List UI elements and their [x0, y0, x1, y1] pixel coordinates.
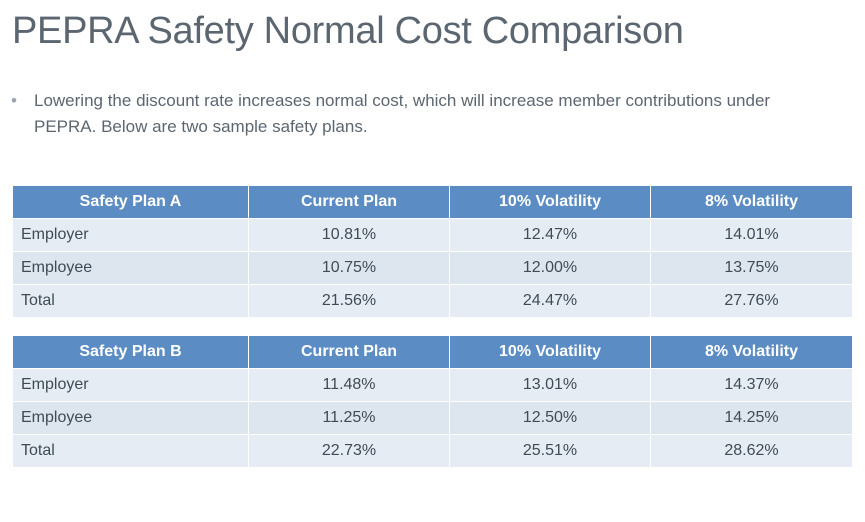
row-value: 11.25% [249, 402, 450, 435]
table-row [13, 219, 853, 252]
row-value: 13.75% [651, 252, 853, 285]
row-label: Total [13, 435, 249, 468]
tables-container [12, 185, 852, 485]
row-value: 12.50% [450, 402, 651, 435]
row-value: 11.48% [249, 369, 450, 402]
row-value: 27.76% [651, 285, 853, 318]
row-value: 21.56% [249, 285, 450, 318]
bullet-point-icon: • [11, 91, 17, 110]
column-header: 10% Volatility [450, 336, 651, 369]
column-header: Current Plan [249, 336, 450, 369]
table-header-row [13, 186, 853, 219]
row-value: 24.47% [450, 285, 651, 318]
bullet-paragraph [8, 88, 826, 140]
row-value: 14.01% [651, 219, 853, 252]
row-value: 10.75% [249, 252, 450, 285]
table-row [13, 369, 853, 402]
row-label: Employer [13, 219, 249, 252]
page-title: PEPRA Safety Normal Cost Comparison [12, 10, 684, 52]
table-row [13, 435, 853, 468]
column-header: Current Plan [249, 186, 450, 219]
bullet-text: Lowering the discount rate increases normal cost, which will increase member contributions under PEPRA. Below are two sample safety plans. [34, 91, 771, 136]
row-label: Employee [13, 402, 249, 435]
row-value: 22.73% [249, 435, 450, 468]
row-label: Total [13, 285, 249, 318]
column-header: Safety Plan A [13, 186, 249, 219]
table-header-row [13, 336, 853, 369]
row-value: 13.01% [450, 369, 651, 402]
column-header: 8% Volatility [651, 186, 853, 219]
row-value: 10.81% [249, 219, 450, 252]
row-value: 12.00% [450, 252, 651, 285]
row-label: Employer [13, 369, 249, 402]
safety-plan-b-table [12, 335, 853, 468]
row-label: Employee [13, 252, 249, 285]
row-value: 28.62% [651, 435, 853, 468]
row-value: 14.37% [651, 369, 853, 402]
row-value: 14.25% [651, 402, 853, 435]
column-header: 8% Volatility [651, 336, 853, 369]
column-header: 10% Volatility [450, 186, 651, 219]
table-row [13, 402, 853, 435]
safety-plan-a-table [12, 185, 853, 318]
column-header: Safety Plan B [13, 336, 249, 369]
row-value: 25.51% [450, 435, 651, 468]
table-row [13, 252, 853, 285]
row-value: 12.47% [450, 219, 651, 252]
table-row [13, 285, 853, 318]
